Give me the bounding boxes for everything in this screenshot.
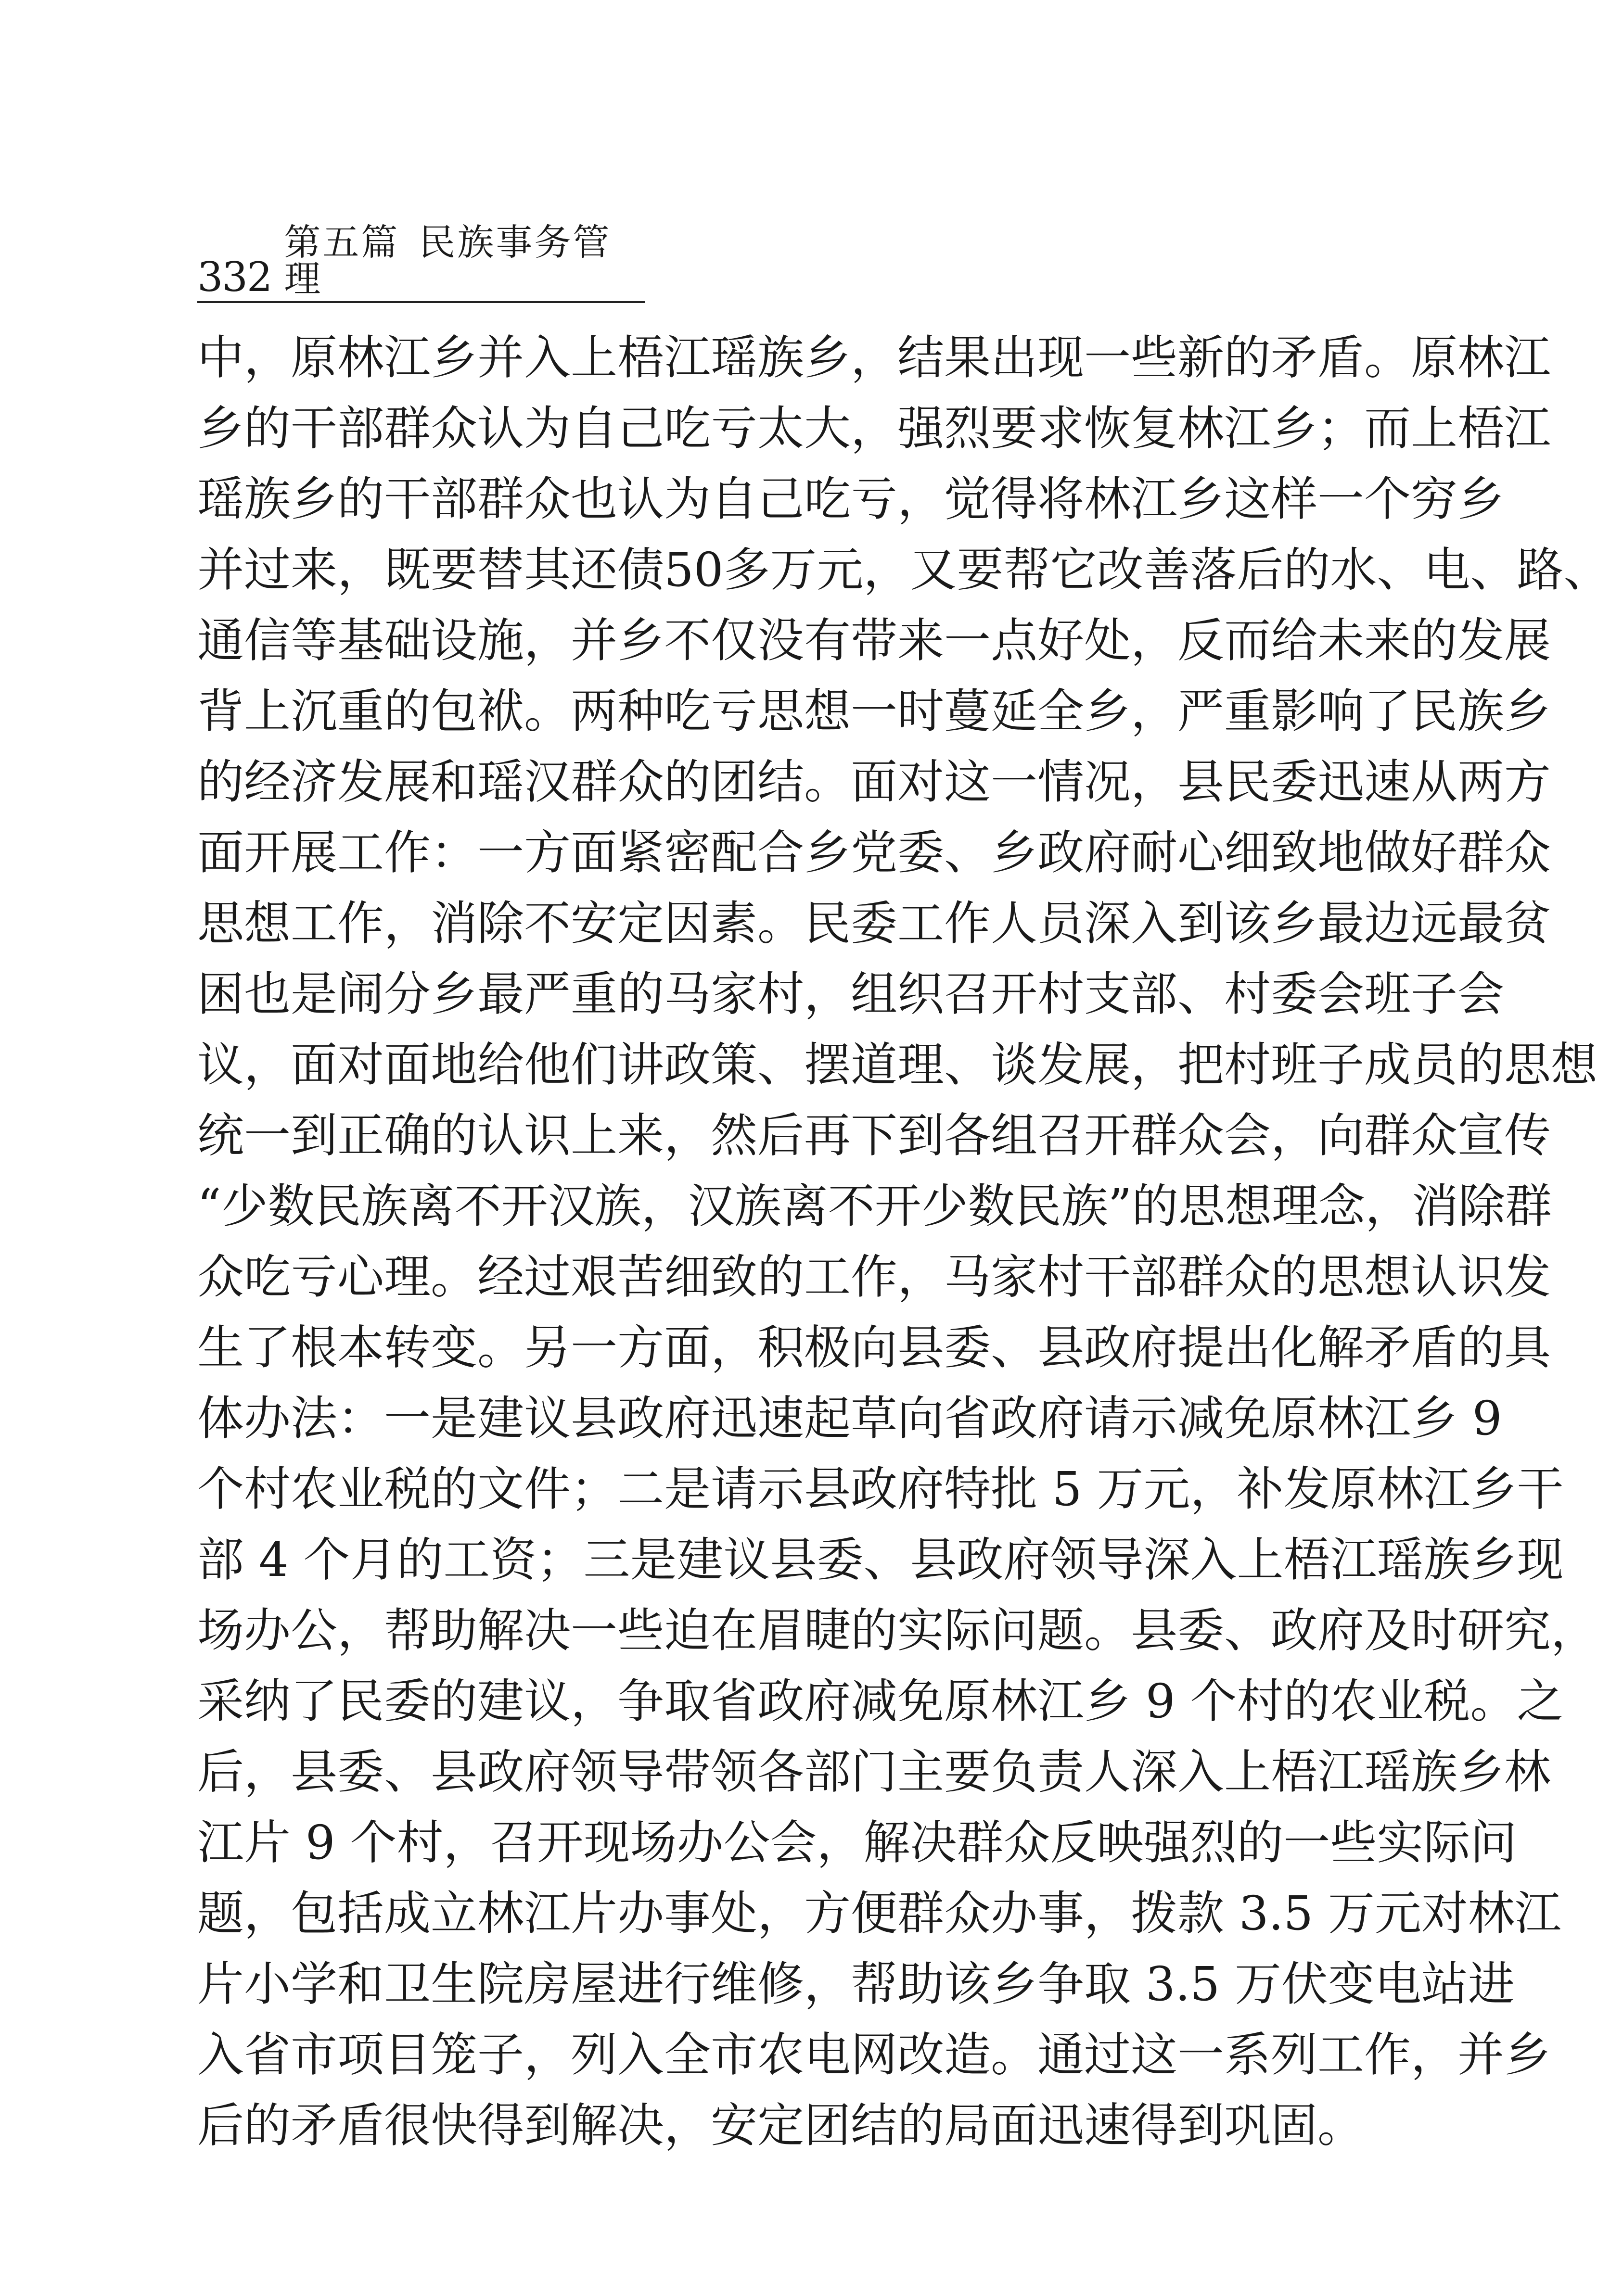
text-line: 个村农业税的文件；二是请示县政府特批 5 万元，补发原林江乡干 (197, 1462, 1564, 1516)
text-line: 乡的干部群众认为自己吃亏太大，强烈要求恢复林江乡；而上梧江 (197, 401, 1551, 456)
text-line: 江片 9 个村，召开现场办公会，解决群众反映强烈的一些实际问 (197, 1815, 1517, 1870)
text-line: 背上沉重的包袱。两种吃亏思想一时蔓延全乡，严重影响了民族乡 (197, 684, 1551, 738)
text-line: 众吃亏心理。经过艰苦细致的工作，马家村干部群众的思想认识发 (197, 1250, 1551, 1304)
text-line: 困也是闹分乡最严重的马家村，组织召开村支部、村委会班子会 (197, 967, 1504, 1021)
text-line: 中，原林江乡并入上梧江瑶族乡，结果出现一些新的矛盾。原林江 (197, 330, 1551, 385)
text-line: 入省市项目笼子，列入全市农电网改造。通过这一系列工作，并乡 (197, 2028, 1551, 2082)
text-line: “少数民族离不开汉族，汉族离不开少数民族”的思想理念，消除群 (197, 1179, 1552, 1233)
text-line: 的经济发展和瑶汉群众的团结。面对这一情况，县民委迅速从两方 (197, 755, 1551, 809)
text-line: 生了根本转变。另一方面，积极向县委、县政府提出化解矛盾的具 (197, 1320, 1551, 1375)
text-line: 片小学和卫生院房屋进行维修，帮助该乡争取 3.5 万伏变电站进 (197, 1957, 1515, 2011)
text-line: 并过来，既要替其还债50多万元，又要帮它改善落后的水、电、路、 (197, 543, 1610, 597)
page-number: 332 (197, 254, 272, 301)
text-line: 体办法：一是建议县政府迅速起草向省政府请示减免原林江乡 9 (197, 1391, 1502, 1446)
text-line: 议，面对面地给他们讲政策、摆道理、谈发展，把村班子成员的思想 (197, 1038, 1597, 1092)
text-line: 面开展工作：一方面紧密配合乡党委、乡政府耐心细致地做好群众 (197, 825, 1551, 880)
part-label: 第五篇 (284, 221, 400, 264)
text-line: 统一到正确的认识上来，然后再下到各组召开群众会，向群众宣传 (197, 1108, 1551, 1163)
text-line: 场办公，帮助解决一些迫在眉睫的实际问题。县委、政府及时研究， (197, 1603, 1597, 1658)
text-line: 后的矛盾很快得到解决，安定团结的局面迅速得到巩固。 (197, 2098, 1364, 2153)
text-line: 思想工作，消除不安定因素。民委工作人员深入到该乡最边远最贫 (197, 896, 1551, 951)
body-text (197, 322, 1610, 2161)
text-line: 题，包括成立林江片办事处，方便群众办事，拨款 3.5 万元对林江 (197, 1886, 1561, 1941)
section-title (284, 221, 645, 300)
text-line: 通信等基础设施，并乡不仅没有带来一点好处，反而给未来的发展 (197, 613, 1551, 668)
text-line: 瑶族乡的干部群众也认为自己吃亏，觉得将林江乡这样一个穷乡 (197, 472, 1504, 526)
text-line: 采纳了民委的建议，争取省政府减免原林江乡 9 个村的农业税。之 (197, 1674, 1564, 1728)
chapter-title: 民族事务管理 (284, 221, 612, 300)
running-head (197, 221, 645, 303)
text-line: 部 4 个月的工资；三是建议县委、县政府领导深入上梧江瑶族乡现 (197, 1533, 1564, 1587)
text-line: 后，县委、县政府领导带领各部门主要负责人深入上梧江瑶族乡林 (197, 1745, 1551, 1799)
